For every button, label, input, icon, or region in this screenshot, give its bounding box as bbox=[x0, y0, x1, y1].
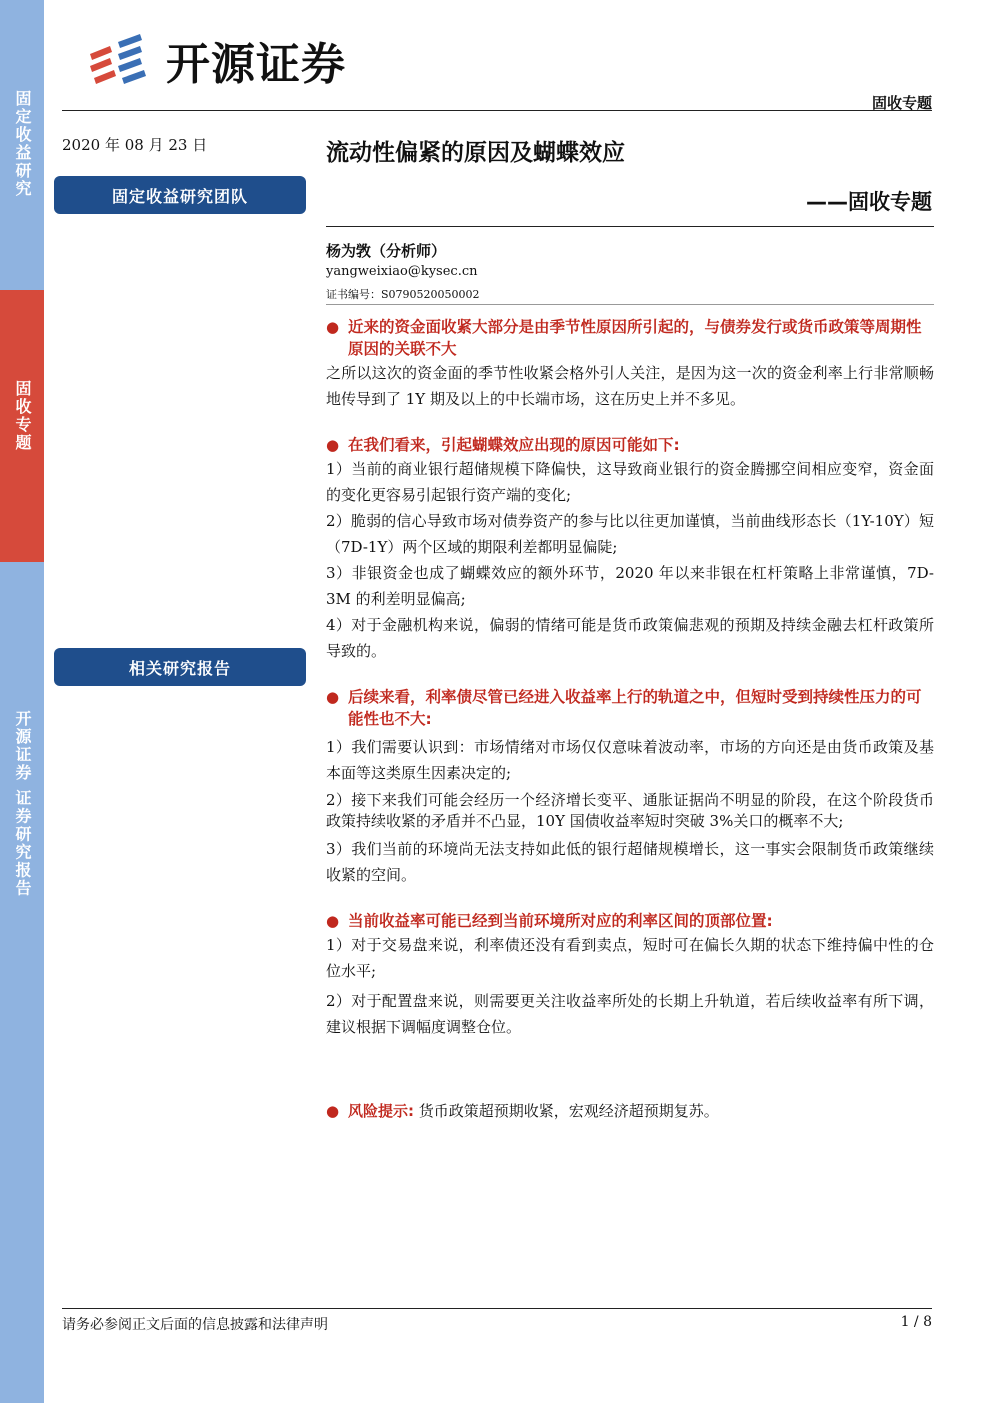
paragraph: 1）当前的商业银行超储规模下降偏快，这导致商业银行的资金腾挪空间相应变窄，资金面的变化更容易引起银行资产端的变化; bbox=[326, 460, 934, 504]
sidebar-segment-topic bbox=[0, 290, 44, 562]
bullet-icon: ● bbox=[326, 318, 340, 336]
brand-logo-icon bbox=[88, 32, 158, 88]
report-subtitle: ——固收专题 bbox=[806, 190, 932, 214]
section-heading: ● 近来的资金面收紧大部分是由季节性原因所引起的，与债券发行或货币政策等周期性原因的关联不大 bbox=[326, 318, 922, 358]
paragraph: 之所以这次的资金面的季节性收紧会格外引人关注，是因为这一次的资金利率上行非常顺畅地传导到了 1Y 期及以上的中长端市场，这在历史上并不多见。 bbox=[326, 364, 934, 408]
section-heading: ● 当前收益率可能已经到当前环境所对应的利率区间的顶部位置: bbox=[326, 912, 773, 930]
paragraph: 3）非银资金也成了蝴蝶效应的额外环节，2020 年以来非银在杠杆策略上非常谨慎，7D-3M 的利差明显偏高; bbox=[326, 564, 934, 608]
cert-rule bbox=[326, 304, 934, 305]
sidebar-segment-brand bbox=[0, 562, 44, 1403]
sidebar-label-brand: 开源证券 证券研究报告 bbox=[13, 710, 32, 898]
risk-label: 风险提示: bbox=[348, 1102, 414, 1120]
footer-rule bbox=[62, 1308, 932, 1309]
team-label-box bbox=[54, 176, 306, 214]
report-date: 2020 年 08 月 23 日 bbox=[62, 136, 208, 154]
paragraph: 1）我们需要认识到：市场情绪对市场仅仅意味着波动率，市场的方向还是由货币政策及基本面等这类原生因素决定的; bbox=[326, 738, 934, 782]
bullet-icon: ● bbox=[326, 688, 340, 706]
related-reports-box bbox=[54, 648, 306, 686]
section-heading: ● 后续来看，利率债尽管已经进入收益率上行的轨道之中，但短时受到持续性压力的可能性也不大: bbox=[326, 688, 922, 728]
team-label: 固定收益研究团队 bbox=[111, 186, 248, 206]
header-rule bbox=[62, 110, 932, 111]
title-rule bbox=[326, 226, 934, 227]
author-email: yangweixiao@kysec.cn bbox=[326, 264, 478, 279]
sidebar-segment-research bbox=[0, 0, 44, 290]
paragraph: 2）对于配置盘来说，则需要更关注收益率所处的长期上升轨道，若后续收益率有所下调，建议根据下调幅度调整仓位。 bbox=[326, 992, 934, 1036]
sidebar bbox=[0, 0, 44, 1403]
risk-warning bbox=[326, 1098, 934, 1124]
footer-disclaimer: 请务必参阅正文后面的信息披露和法律声明 bbox=[62, 1317, 328, 1333]
bullet-icon: ● bbox=[326, 912, 340, 930]
paragraph: 1）对于交易盘来说，利率债还没有看到卖点，短时可在偏长久期的状态下维持偏中性的仓位水平; bbox=[326, 936, 934, 980]
paragraph: 4）对于金融机构来说，偏弱的情绪可能是货币政策偏悲观的预期及持续金融去杠杆政策所导致的。 bbox=[326, 616, 934, 660]
paragraph: 2）脆弱的信心导致市场对债券资产的参与比以往更加谨慎，当前曲线形态长（1Y-10Y）短（7D-1Y）两个区域的期限利差都明显偏陡; bbox=[326, 512, 934, 556]
author-cert: 证书编号：S0790520050002 bbox=[326, 288, 480, 301]
author-name: 杨为敩（分析师） bbox=[326, 242, 447, 260]
brand-name: 开源证券 bbox=[166, 39, 346, 90]
paragraph: 3）我们当前的环境尚无法支持如此低的银行超储规模增长，这一事实会限制货币政策继续收紧的空间。 bbox=[326, 840, 934, 884]
related-reports-label: 相关研究报告 bbox=[128, 658, 231, 678]
report-title: 流动性偏紧的原因及蝴蝶效应 bbox=[326, 140, 625, 166]
bullet-icon: ● bbox=[326, 1102, 340, 1120]
sidebar-label-research: 固定收益研究 bbox=[13, 90, 32, 198]
risk-text: 货币政策超预期收紧，宏观经济超预期复苏。 bbox=[418, 1102, 719, 1120]
brand-logo bbox=[88, 30, 346, 90]
page-number: 1 / 8 bbox=[900, 1314, 932, 1330]
header-tag: 固收专题 bbox=[871, 94, 932, 112]
paragraph: 2）接下来我们可能会经历一个经济增长变平、通胀证据尚不明显的阶段，在这个阶段货币政策持续收紧的矛盾并不凸显，10Y 国债收益率短时突破 3%关口的概率不大; bbox=[326, 791, 934, 830]
report-body bbox=[326, 316, 934, 1124]
section-heading: ● 在我们看来，引起蝴蝶效应出现的原因可能如下: bbox=[326, 436, 680, 454]
sidebar-label-topic: 固收专题 bbox=[13, 380, 32, 452]
bullet-icon: ● bbox=[326, 436, 340, 454]
